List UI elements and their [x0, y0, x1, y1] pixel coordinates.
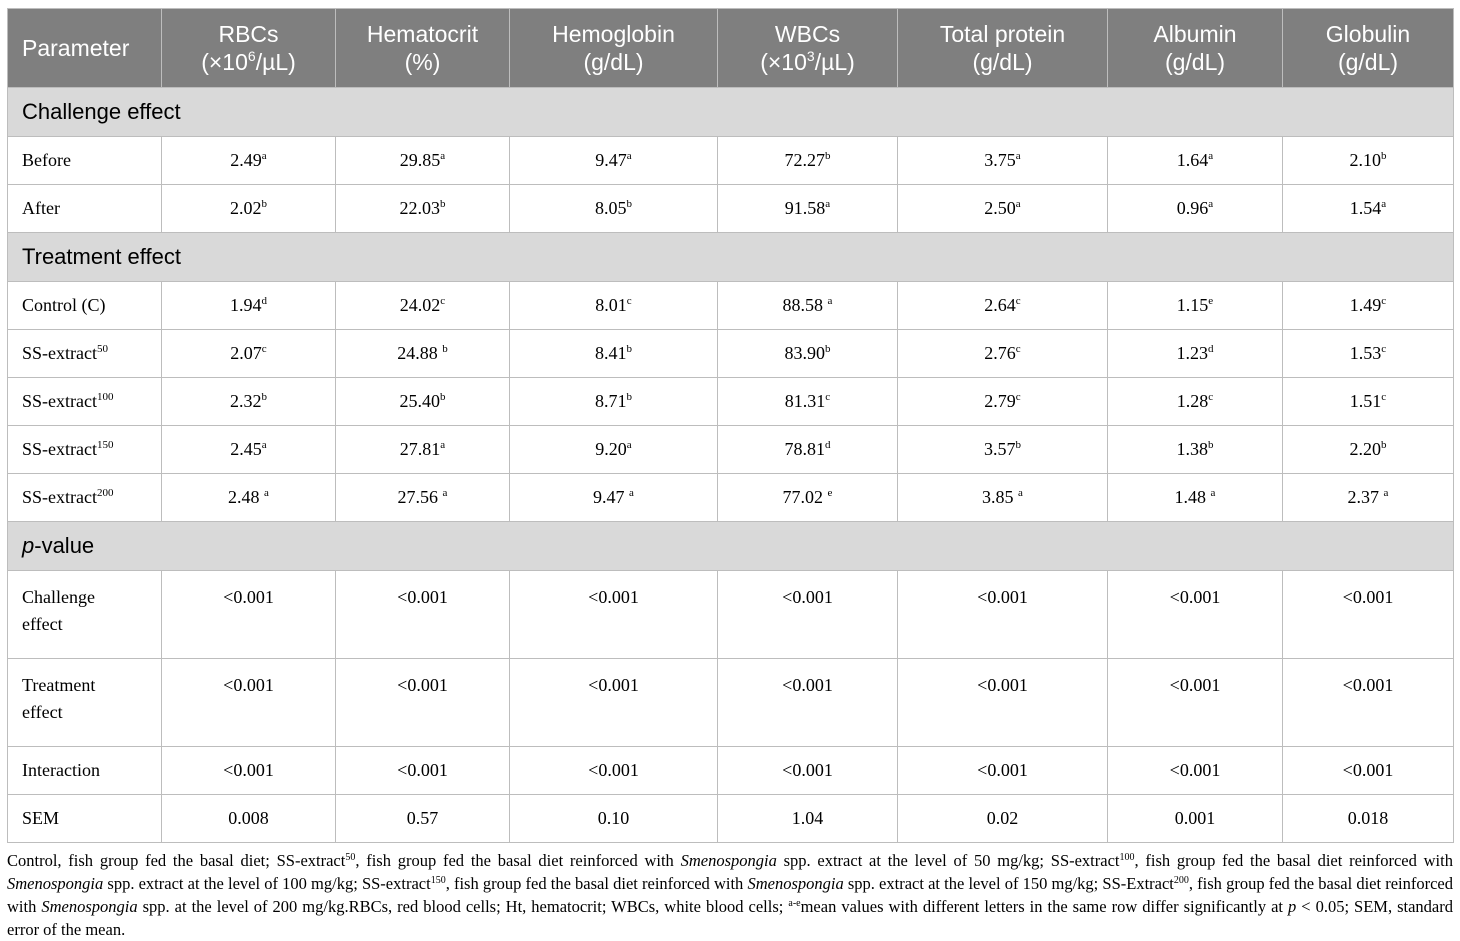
cell-value: 1.48: [1174, 487, 1211, 507]
significance-letter: b: [1381, 439, 1387, 451]
footnote-sup: 200: [1173, 875, 1189, 886]
cell-value: 2.50: [984, 198, 1016, 218]
cell-value: 0.96: [1176, 198, 1209, 218]
cell-value: 1.23: [1176, 343, 1208, 363]
data-table: [7, 8, 1454, 843]
cell-value: 27.81: [399, 439, 441, 459]
table-cell: [162, 659, 336, 747]
cell-value: 3.75: [984, 150, 1016, 170]
cell-value: 2.64: [984, 295, 1016, 315]
table-cell: [1283, 571, 1454, 659]
table-cell: [510, 330, 718, 378]
footnote-text: spp. extract at the level of 150 mg/kg; SS-Extract: [843, 874, 1174, 893]
table-row: [8, 378, 1454, 426]
cell-value: <0.001: [397, 587, 448, 607]
cell-value: 2.10: [1349, 150, 1381, 170]
table-cell: [718, 185, 898, 233]
table-cell: [162, 378, 336, 426]
table-cell: [162, 185, 336, 233]
significance-letter: c: [825, 391, 831, 403]
cell-value: <0.001: [588, 675, 639, 695]
row-label: SS-extract$^{50}$: [8, 330, 162, 378]
table-cell: [898, 747, 1108, 795]
table-cell: [1283, 747, 1454, 795]
cell-value: 24.02: [399, 295, 441, 315]
table-cell: [510, 795, 718, 843]
table-cell: [898, 185, 1108, 233]
cell-value: 0.001: [1174, 808, 1216, 828]
row-label-level: 200: [96, 487, 114, 499]
table-cell: [1108, 330, 1283, 378]
table-cell: [898, 795, 1108, 843]
significance-letter: a: [1383, 487, 1389, 499]
cell-value: 91.58: [784, 198, 826, 218]
significance-letter: c: [626, 295, 632, 307]
significance-letter: b: [1015, 439, 1021, 451]
cell-value: 0.018: [1347, 808, 1389, 828]
table-row: [8, 474, 1454, 522]
column-header-unit: (g/dL): [1337, 49, 1399, 75]
table-cell: [162, 426, 336, 474]
significance-letter: c: [1381, 391, 1387, 403]
cell-value: 1.51: [1349, 391, 1382, 411]
significance-letter: b: [261, 391, 267, 403]
row-label: Before: [8, 137, 162, 185]
column-header: [336, 9, 510, 88]
cell-value: 0.008: [228, 808, 269, 828]
cell-value: 0.57: [406, 808, 439, 828]
significance-letter: b: [1208, 439, 1214, 451]
table-cell: [898, 426, 1108, 474]
significance-letter: b: [626, 198, 632, 210]
table-cell: [1283, 795, 1454, 843]
footnote-italic: p: [1288, 897, 1297, 916]
footnote-sup: 50: [345, 852, 356, 863]
cell-value: <0.001: [588, 587, 639, 607]
significance-letter: a: [1015, 150, 1021, 162]
cell-value: <0.001: [397, 675, 448, 695]
table-body: [8, 88, 1454, 843]
significance-letter: a: [261, 150, 267, 162]
table-cell: [162, 282, 336, 330]
significance-letter: a: [629, 487, 634, 499]
table-row: [8, 426, 1454, 474]
table-cell: [336, 185, 510, 233]
significance-letter: c: [261, 343, 267, 355]
significance-letter: c: [1015, 391, 1021, 403]
table-cell: [898, 282, 1108, 330]
cell-value: 9.47: [593, 487, 630, 507]
table-row: [8, 747, 1454, 795]
table-footnote: [7, 849, 1453, 941]
significance-letter: a: [1208, 198, 1214, 210]
column-header-title: WBCs: [774, 21, 841, 47]
footnote-text: spp. at the level of 200 mg/kg.RBCs, red blood cells; Ht, hematocrit; WBCs, white blood cells;: [137, 897, 789, 916]
row-label-level: 100: [96, 391, 114, 403]
section-title-italic: p: [22, 533, 35, 558]
cell-value: <0.001: [977, 760, 1028, 780]
cell-value: 1.28: [1176, 391, 1209, 411]
table-cell: [718, 330, 898, 378]
significance-letter: a: [626, 150, 632, 162]
row-label: Interaction: [8, 747, 162, 795]
table-cell: [1108, 185, 1283, 233]
cell-value: 8.05: [595, 198, 627, 218]
table-cell: [162, 330, 336, 378]
cell-value: <0.001: [588, 760, 639, 780]
cell-value: 8.41: [595, 343, 627, 363]
column-header: [162, 9, 336, 88]
footnote-text: , fish group fed the basal diet reinforced with: [7, 874, 1454, 916]
column-header: [898, 9, 1108, 88]
cell-value: 25.40: [399, 391, 440, 411]
significance-letter: d: [1208, 343, 1214, 355]
cell-value: <0.001: [782, 675, 833, 695]
cell-value: 2.20: [1349, 439, 1381, 459]
table-cell: [1283, 659, 1454, 747]
significance-letter: a: [1210, 487, 1216, 499]
table-cell: [1283, 185, 1454, 233]
column-header-title: Albumin: [1153, 21, 1237, 47]
table-cell: [1108, 426, 1283, 474]
table-container: [7, 8, 1453, 941]
column-header: [1108, 9, 1283, 88]
row-label-level: 150: [96, 439, 114, 451]
column-header-title: Parameter: [22, 35, 130, 61]
cell-value: 81.31: [784, 391, 826, 411]
significance-letter: e: [1208, 295, 1214, 307]
column-header: [510, 9, 718, 88]
cell-value: 0.02: [986, 808, 1019, 828]
table-cell: [1108, 137, 1283, 185]
table-row: [8, 330, 1454, 378]
cell-value: 0.10: [597, 808, 630, 828]
table-cell: [162, 474, 336, 522]
table-row: [8, 571, 1454, 659]
row-label: SS-extract$^{100}$: [8, 378, 162, 426]
significance-letter: c: [1015, 343, 1021, 355]
column-header-title: Globulin: [1325, 21, 1411, 47]
column-header-unit: (g/dL): [583, 49, 644, 75]
cell-value: 2.32: [230, 391, 262, 411]
column-header-unit: (g/dL): [1164, 49, 1226, 75]
footnote-text: Control, fish group fed the basal diet; SS-extract: [7, 851, 346, 870]
cell-value: <0.001: [977, 675, 1028, 695]
unit-exponent: 6: [247, 48, 256, 64]
cell-value: <0.001: [223, 675, 274, 695]
footnote-text: , fish group fed the basal diet reinforced with: [445, 874, 748, 893]
table-cell: [162, 137, 336, 185]
significance-letter: a: [1018, 487, 1023, 499]
section-header-row: [8, 88, 1454, 137]
table-cell: [336, 795, 510, 843]
table-cell: [510, 282, 718, 330]
footnote-sup: a-e: [788, 898, 801, 909]
unit-exponent: 3: [806, 48, 815, 64]
significance-letter: c: [1015, 295, 1021, 307]
significance-letter: a: [1208, 150, 1214, 162]
table-cell: [898, 330, 1108, 378]
cell-value: 2.02: [230, 198, 262, 218]
cell-value: 1.38: [1176, 439, 1208, 459]
cell-value: <0.001: [223, 587, 274, 607]
significance-letter: a: [440, 439, 446, 451]
table-cell: [510, 571, 718, 659]
significance-letter: b: [1381, 150, 1387, 162]
table-cell: [1108, 795, 1283, 843]
section-header-row: [8, 233, 1454, 282]
table-cell: [336, 659, 510, 747]
row-label: Treatment effect: [8, 659, 162, 747]
significance-letter: b: [442, 343, 448, 355]
row-label: Control (C): [8, 282, 162, 330]
section-title: Challenge effect: [8, 88, 1454, 137]
table-cell: [718, 571, 898, 659]
significance-letter: c: [1208, 391, 1214, 403]
cell-value: 1.54: [1349, 198, 1382, 218]
cell-value: 78.81: [784, 439, 825, 459]
significance-letter: b: [626, 391, 632, 403]
table-cell: [336, 747, 510, 795]
table-cell: [898, 137, 1108, 185]
cell-value: 88.58: [782, 295, 828, 315]
table-cell: [510, 747, 718, 795]
table-cell: [718, 378, 898, 426]
cell-value: <0.001: [1342, 587, 1394, 607]
cell-value: 2.45: [230, 439, 262, 459]
footnote-italic: Smenospongia: [680, 851, 777, 870]
cell-value: 2.07: [230, 343, 262, 363]
table-cell: [162, 571, 336, 659]
significance-letter: e: [827, 487, 833, 499]
significance-letter: c: [440, 295, 446, 307]
cell-value: 77.02: [782, 487, 828, 507]
table-cell: [510, 185, 718, 233]
table-cell: [336, 282, 510, 330]
cell-value: 1.94: [230, 295, 262, 315]
cell-value: 3.85: [982, 487, 1019, 507]
cell-value: <0.001: [782, 760, 833, 780]
significance-letter: a: [626, 439, 632, 451]
table-cell: [1108, 747, 1283, 795]
column-header-unit: (%): [404, 49, 441, 75]
footnote-text: , fish group fed the basal diet reinforced with: [355, 851, 681, 870]
table-cell: [1108, 659, 1283, 747]
table-cell: [1108, 378, 1283, 426]
cell-value: 9.20: [595, 439, 627, 459]
row-label: After: [8, 185, 162, 233]
table-cell: [1283, 282, 1454, 330]
table-cell: [718, 795, 898, 843]
significance-letter: a: [261, 439, 267, 451]
row-label: SEM: [8, 795, 162, 843]
footnote-text: < 0.05; SEM, standard error of the mean.: [7, 897, 1453, 939]
cell-value: 2.48: [228, 487, 265, 507]
significance-letter: a: [827, 295, 833, 307]
table-row: [8, 795, 1454, 843]
table-cell: [510, 474, 718, 522]
table-cell: [898, 659, 1108, 747]
cell-value: 8.01: [595, 295, 627, 315]
column-header-title: Total protein: [939, 21, 1066, 47]
cell-value: 83.90: [784, 343, 825, 363]
significance-letter: a: [264, 487, 269, 499]
cell-value: 72.27: [784, 150, 825, 170]
cell-value: <0.001: [223, 760, 274, 780]
header-row: [8, 9, 1454, 88]
significance-letter: a: [442, 487, 448, 499]
table-cell: [718, 747, 898, 795]
table-cell: [510, 426, 718, 474]
significance-letter: b: [825, 150, 831, 162]
significance-letter: a: [440, 150, 446, 162]
column-header-title: Hematocrit: [366, 21, 479, 47]
footnote-sup: 100: [1119, 852, 1135, 863]
table-cell: [336, 571, 510, 659]
cell-value: 24.88: [397, 343, 443, 363]
column-header-title: RBCs: [218, 21, 279, 47]
column-header: [8, 9, 162, 88]
significance-letter: c: [1381, 295, 1387, 307]
table-cell: [162, 795, 336, 843]
footnote-text: mean values with different letters in the same row differ significantly at: [800, 897, 1288, 916]
significance-letter: b: [440, 391, 446, 403]
table-cell: [718, 474, 898, 522]
cell-value: 3.57: [984, 439, 1016, 459]
cell-value: 1.49: [1349, 295, 1382, 315]
significance-letter: d: [261, 295, 267, 307]
column-header: [718, 9, 898, 88]
cell-value: <0.001: [977, 587, 1028, 607]
table-cell: [1283, 330, 1454, 378]
row-label-level: 50: [96, 343, 108, 355]
table-cell: [718, 137, 898, 185]
table-cell: [162, 747, 336, 795]
column-header-title: Hemoglobin: [552, 21, 675, 47]
section-title: p-value: [8, 522, 1454, 571]
table-row: [8, 659, 1454, 747]
table-cell: [510, 378, 718, 426]
significance-letter: b: [440, 198, 446, 210]
cell-value: <0.001: [782, 587, 833, 607]
column-header-unit: (g/dL): [972, 49, 1033, 75]
section-title: Treatment effect: [8, 233, 1454, 282]
table-cell: [510, 659, 718, 747]
table-cell: [1283, 426, 1454, 474]
table-cell: [718, 282, 898, 330]
significance-letter: d: [825, 439, 831, 451]
footnote-italic: Smenospongia: [747, 874, 844, 893]
significance-letter: a: [1015, 198, 1021, 210]
row-label: SS-extract$^{150}$: [8, 426, 162, 474]
row-label: Challenge effect: [8, 571, 162, 659]
footnote-italic: Smenospongia: [41, 897, 138, 916]
cell-value: <0.001: [1169, 675, 1221, 695]
cell-value: 2.37: [1347, 487, 1384, 507]
table-cell: [1108, 474, 1283, 522]
cell-value: 29.85: [399, 150, 441, 170]
footnote-italic: Smenospongia: [7, 874, 104, 893]
cell-value: <0.001: [1342, 675, 1394, 695]
table-cell: [898, 474, 1108, 522]
table-cell: [336, 426, 510, 474]
table-cell: [1283, 474, 1454, 522]
row-label: SS-extract$^{200}$: [8, 474, 162, 522]
table-cell: [336, 137, 510, 185]
table-row: [8, 137, 1454, 185]
column-header-unit: $(\times 10^3/\mu L)$: [760, 48, 855, 75]
table-cell: [718, 426, 898, 474]
table-cell: [336, 330, 510, 378]
cell-value: 9.47: [595, 150, 627, 170]
footnote-sup: 150: [430, 875, 446, 886]
cell-value: 2.49: [230, 150, 262, 170]
cell-value: <0.001: [397, 760, 448, 780]
footnote-text: spp. extract at the level of 100 mg/kg; SS-extract: [103, 874, 431, 893]
footnote-text: , fish group fed the basal diet reinforced with: [1134, 851, 1453, 870]
table-cell: [510, 137, 718, 185]
cell-value: 27.56: [397, 487, 443, 507]
table-cell: [1283, 137, 1454, 185]
column-header-unit: $(\times 10^6/\mu L)$: [201, 48, 296, 75]
significance-letter: b: [825, 343, 831, 355]
cell-value: <0.001: [1169, 587, 1221, 607]
significance-letter: a: [1381, 198, 1387, 210]
cell-value: 1.64: [1176, 150, 1209, 170]
cell-value: 2.76: [984, 343, 1016, 363]
table-cell: [336, 474, 510, 522]
section-header-row: [8, 522, 1454, 571]
table-row: [8, 185, 1454, 233]
footnote-text: spp. extract at the level of 50 mg/kg; SS-extract: [776, 851, 1120, 870]
table-cell: [898, 378, 1108, 426]
significance-letter: b: [261, 198, 267, 210]
significance-letter: c: [1381, 343, 1387, 355]
significance-letter: b: [626, 343, 632, 355]
table-cell: [336, 378, 510, 426]
cell-value: <0.001: [1169, 760, 1221, 780]
cell-value: 1.15: [1176, 295, 1209, 315]
table-cell: [1108, 282, 1283, 330]
table-cell: [718, 659, 898, 747]
table-cell: [898, 571, 1108, 659]
cell-value: <0.001: [1342, 760, 1394, 780]
significance-letter: a: [825, 198, 831, 210]
cell-value: 22.03: [399, 198, 440, 218]
cell-value: 2.79: [984, 391, 1016, 411]
cell-value: 8.71: [595, 391, 627, 411]
table-cell: [1283, 378, 1454, 426]
table-cell: [1108, 571, 1283, 659]
column-header: [1283, 9, 1454, 88]
cell-value: 1.04: [791, 808, 824, 828]
table-row: [8, 282, 1454, 330]
cell-value: 1.53: [1349, 343, 1382, 363]
